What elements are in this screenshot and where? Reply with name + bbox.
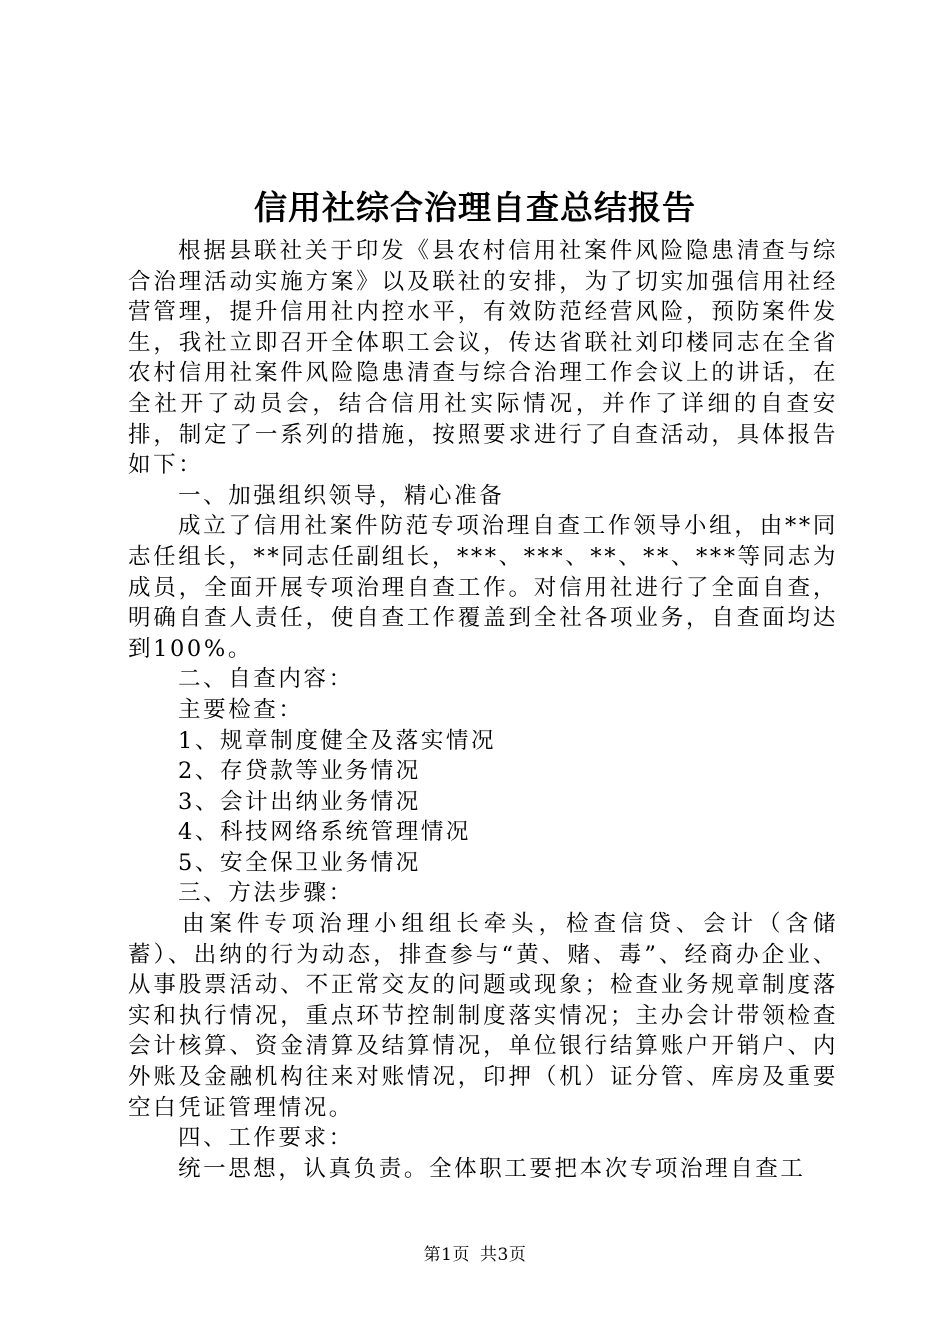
method-paragraph: 由案件专项治理小组组长牵头，检查信贷、会计（含储蓄）、出纳的行为动态，排查参与“黄、赌、毒”、经商办企业、从事股票活动、不正常交友的问题或现象；检查业务规章制度落实和执行情况，重点环节控制制度落实情况；主办会计带领检查会计核算、资金清算及结算情况，单位银行结算账户开销户、内外账及金融机构往来对账情况，印押（机）证分管、库房及重要空白凭证管理情况。: [128, 911, 838, 1121]
page-total: 共3页: [480, 1245, 527, 1265]
section-heading-1: 一、加强组织领导，精心准备: [178, 482, 505, 509]
list-item-1: 1、规章制度健全及落实情况: [178, 727, 497, 754]
list-item-5: 5、安全保卫业务情况: [178, 849, 421, 876]
page-number: 第1页: [423, 1245, 470, 1265]
list-item-4: 4、科技网络系统管理情况: [178, 819, 472, 846]
page-footer: [0, 1243, 950, 1267]
requirements-paragraph: 统一思想，认真负责。全体职工要把本次专项治理自查工: [178, 1155, 806, 1182]
section-heading-3: 三、方法步骤：: [178, 880, 354, 907]
section-heading-4: 四、工作要求：: [178, 1125, 354, 1152]
list-item-2: 2、存贷款等业务情况: [178, 758, 421, 785]
list-item-3: 3、会计出纳业务情况: [178, 788, 421, 815]
organization-paragraph: 成立了信用社案件防范专项治理自查工作领导小组，由**同志任组长，**同志任副组长，***、***、**、**、***等同志为成员，全面开展专项治理自查工作。对信用社进行了全面自查，明确自查人责任，使自查工作覆盖到全社各项业务，自查面均达到100%。: [128, 513, 838, 662]
intro-paragraph: 根据县联社关于印发《县农村信用社案件风险隐患清查与综合治理活动实施方案》以及联社的安排，为了切实加强信用社经营管理，提升信用社内控水平，有效防范经营风险，预防案件发生，我社立即召开全体职工会议，传达省联社刘印楼同志在全省农村信用社案件风险隐患清查与综合治理工作会议上的讲话，在全社开了动员会，结合信用社实际情况，并作了详细的自查安排，制定了一系列的措施，按照要求进行了自查活动，具体报告如下：: [128, 238, 838, 479]
document-title: 信用社综合治理自查总结报告: [254, 188, 696, 227]
document-body: [128, 236, 838, 1184]
section-heading-2: 二、自查内容：: [178, 666, 354, 693]
list-intro: 主要检查：: [178, 696, 304, 723]
